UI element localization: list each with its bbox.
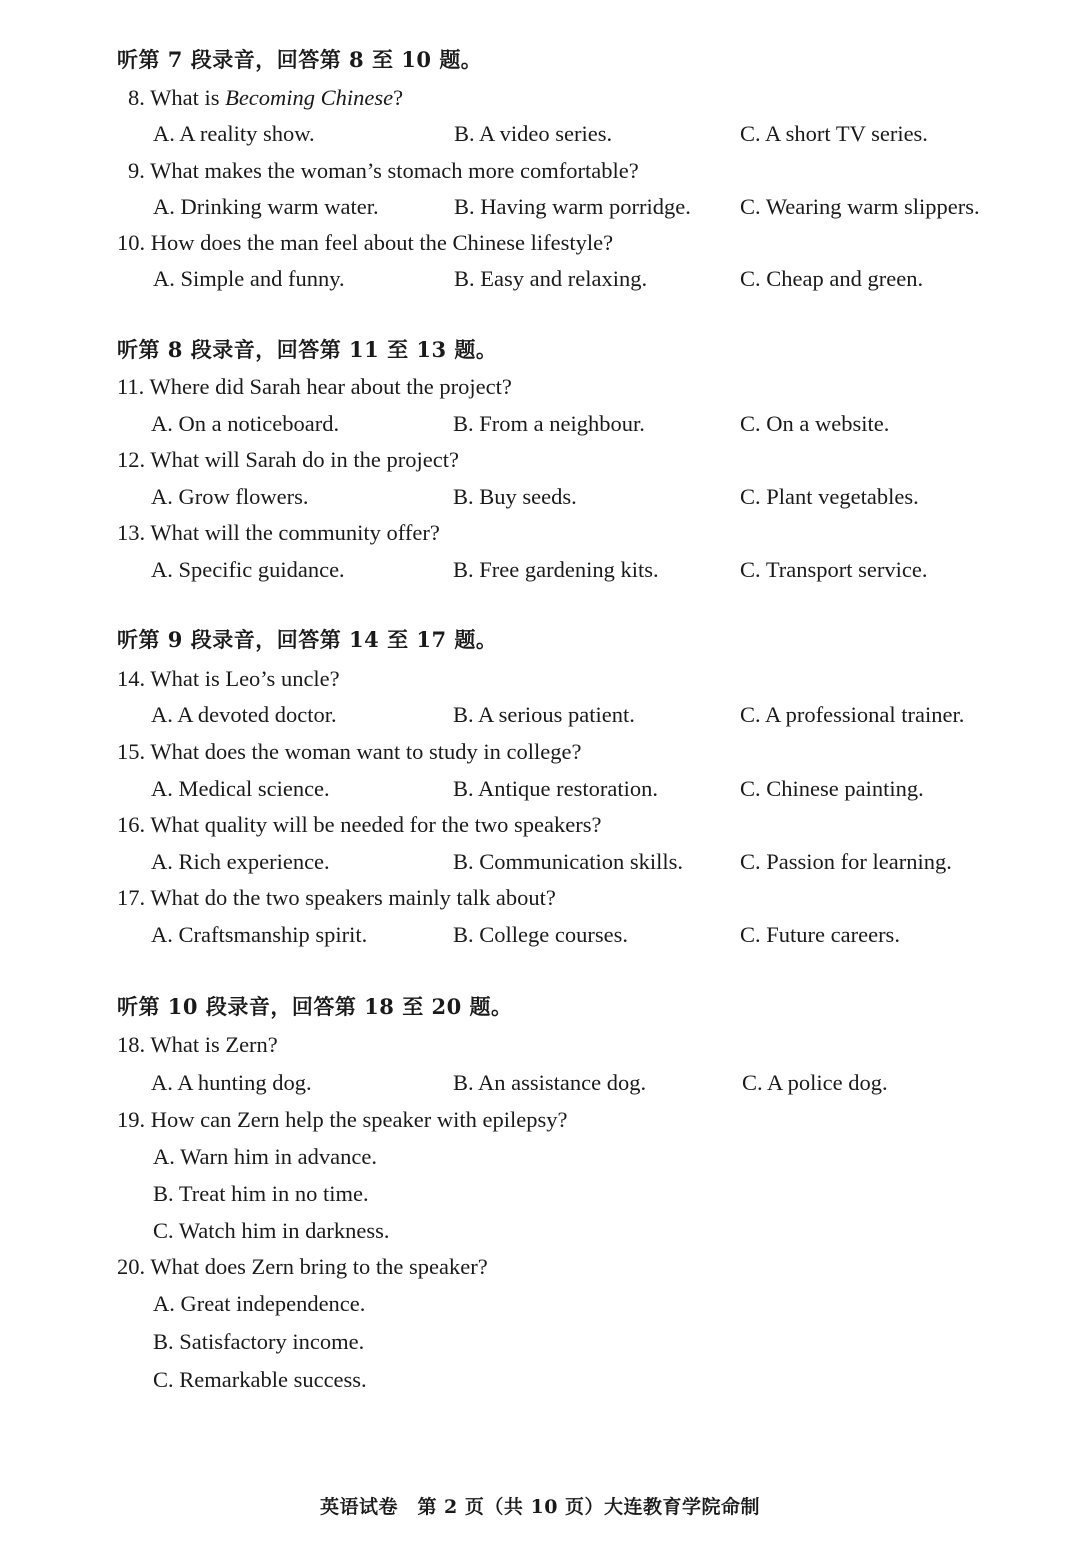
option-a: A. Craftsmanship spirit. — [151, 922, 368, 947]
option-b: B. Treat him in no time. — [153, 1181, 369, 1206]
page-footer: 英语试卷 第 2 页（共 10 页）大连教育学院命制 — [319, 1496, 761, 1518]
option-c: C. Transport service. — [740, 557, 928, 582]
option-b: B. Communication skills. — [453, 849, 684, 874]
option-c: C. A short TV series. — [740, 121, 928, 146]
question-19: 19. How can Zern help the speaker with epilepsy? — [117, 1107, 568, 1132]
option-a: A. A reality show. — [153, 121, 315, 146]
option-a: A. Simple and funny. — [153, 266, 345, 291]
option-b: B. A video series. — [454, 121, 613, 146]
option-c: C. Future careers. — [740, 922, 900, 947]
question-16: 16. What quality will be needed for the two speakers? — [117, 812, 602, 837]
question-18: 18. What is Zern? — [117, 1032, 278, 1057]
question-13: 13. What will the community offer? — [117, 520, 440, 545]
option-b: B. An assistance dog. — [453, 1070, 647, 1095]
question-12: 12. What will Sarah do in the project? — [117, 447, 459, 472]
section-header: 听第 8 段录音，回答第 11 至 13 题。 — [117, 337, 498, 362]
question-15: 15. What does the woman want to study in college? — [117, 739, 582, 764]
question-20: 20. What does Zern bring to the speaker? — [117, 1254, 488, 1279]
option-c: C. Wearing warm slippers. — [740, 194, 980, 219]
option-c: C. On a website. — [740, 411, 890, 436]
option-b: B. Having warm porridge. — [454, 194, 691, 219]
option-a: A. Medical science. — [151, 776, 330, 801]
option-a: A. A hunting dog. — [151, 1070, 312, 1095]
section-header: 听第 10 段录音，回答第 18 至 20 题。 — [117, 994, 513, 1019]
question-17: 17. What do the two speakers mainly talk about? — [117, 885, 556, 910]
option-b: B. Satisfactory income. — [153, 1329, 365, 1354]
option-b: B. Antique restoration. — [453, 776, 658, 801]
option-b: B. Easy and relaxing. — [454, 266, 648, 291]
option-a: A. Drinking warm water. — [153, 194, 379, 219]
option-a: A. Rich experience. — [151, 849, 330, 874]
question-10: 10. How does the man feel about the Chinese lifestyle? — [117, 230, 614, 255]
option-c: C. Chinese painting. — [740, 776, 924, 801]
question-11: 11. Where did Sarah hear about the project? — [117, 374, 512, 399]
option-c: C. Plant vegetables. — [740, 484, 919, 509]
section-header: 听第 7 段录音，回答第 8 至 10 题。 — [117, 47, 483, 72]
program-title: Becoming Chinese — [225, 85, 394, 110]
question-14: 14. What is Leo’s uncle? — [117, 666, 340, 691]
option-b: B. Buy seeds. — [453, 484, 577, 509]
option-c: C. Remarkable success. — [153, 1367, 367, 1392]
option-c: C. Watch him in darkness. — [153, 1218, 390, 1243]
option-a: A. Great independence. — [153, 1291, 366, 1316]
option-b: B. From a neighbour. — [453, 411, 645, 436]
option-b: B. Free gardening kits. — [453, 557, 659, 582]
option-a: A. Grow flowers. — [151, 484, 309, 509]
option-a: A. Warn him in advance. — [153, 1144, 377, 1169]
option-a: A. On a noticeboard. — [151, 411, 340, 436]
option-b: B. A serious patient. — [453, 702, 635, 727]
section-header: 听第 9 段录音，回答第 14 至 17 题。 — [117, 627, 498, 652]
option-c: C. A police dog. — [742, 1070, 888, 1095]
question-9: 9. What makes the woman’s stomach more comfortable? — [128, 158, 639, 183]
question-8: 8. What is Becoming Chinese? — [128, 85, 404, 110]
option-c: C. A professional trainer. — [740, 702, 965, 727]
option-b: B. College courses. — [453, 922, 628, 947]
option-a: A. Specific guidance. — [151, 557, 345, 582]
option-c: C. Cheap and green. — [740, 266, 924, 291]
option-c: C. Passion for learning. — [740, 849, 952, 874]
option-a: A. A devoted doctor. — [151, 702, 337, 727]
